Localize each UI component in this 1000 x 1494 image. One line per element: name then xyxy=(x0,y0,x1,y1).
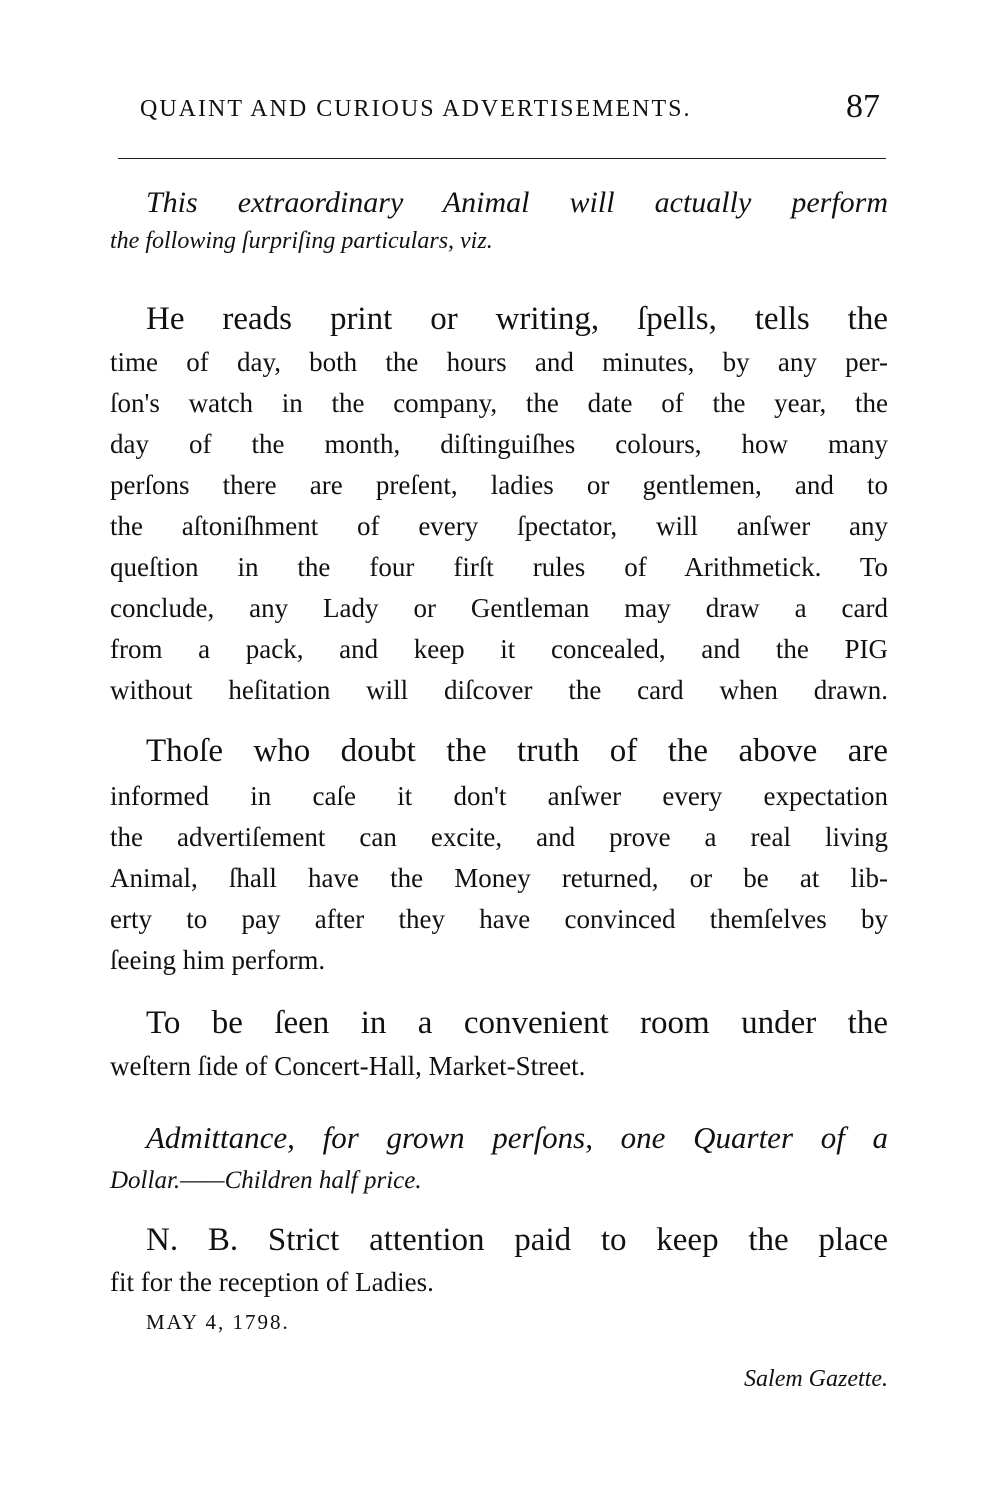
text-line: perſons there are preſent, ladies or gentlemen, and to xyxy=(110,470,888,500)
intro-italic xyxy=(110,182,888,259)
running-title: QUAINT AND CURIOUS ADVERTISEMENTS. xyxy=(140,96,692,122)
text-line: He reads print or writing, ſpells, tells the xyxy=(146,301,888,337)
text-line: erty to pay after they have convinced themſelves by xyxy=(110,904,888,934)
text-line: the advertiſement can excite, and prove a real living xyxy=(110,822,888,852)
text-line: day of the month, diſtinguiſhes colours, how many xyxy=(110,429,888,459)
paragraph-3 xyxy=(110,1000,888,1087)
text-line: Admittance, for grown perſons, one Quarter of a xyxy=(146,1120,888,1155)
text-line: informed in caſe it don't anſwer every expectation xyxy=(110,781,888,811)
page-number: 87 xyxy=(846,88,880,125)
paragraph-1 xyxy=(110,296,888,711)
text-line: weſtern ſide of Concert-Hall, Market-Street. xyxy=(110,1051,586,1081)
admittance xyxy=(110,1116,888,1201)
source xyxy=(0,1366,888,1393)
text-line: fit for the reception of Ladies. xyxy=(110,1267,434,1297)
date-text: MAY 4, 1798. xyxy=(146,1310,290,1334)
text-line: N. B. Strict attention paid to keep the place xyxy=(146,1222,888,1258)
text-line: Thoſe who doubt the truth of the above are xyxy=(146,733,888,769)
text-line: ſon's watch in the company, the date of the year, the xyxy=(110,388,888,418)
nota-bene xyxy=(110,1218,888,1303)
text-line: conclude, any Lady or Gentleman may draw a card xyxy=(110,593,888,623)
text-line: from a pack, and keep it concealed, and the PIG xyxy=(110,634,888,664)
text-line: without heſitation will diſcover the card when drawn. xyxy=(110,675,888,705)
source-text: Salem Gazette. xyxy=(744,1366,888,1392)
paragraph-2 xyxy=(110,726,888,981)
header-rule xyxy=(118,158,886,159)
text-line: ſeeing him perform. xyxy=(110,945,326,975)
date xyxy=(146,1310,924,1335)
text-line: Dollar.——Children half price. xyxy=(110,1167,422,1194)
text-line: Animal, ſhall have the Money returned, or be at lib- xyxy=(110,863,888,893)
text-line: This extraordinary Animal will actually perform xyxy=(146,186,888,219)
text-line: time of day, both the hours and minutes, by any per- xyxy=(110,347,888,377)
text-line: the following ſurpriſing particulars, viz. xyxy=(110,228,493,254)
text-line: the aſtoniſhment of every ſpectator, will anſwer any xyxy=(110,511,888,541)
text-line: To be ſeen in a convenient room under the xyxy=(146,1005,888,1041)
text-line: queſtion in the four firſt rules of Arithmetick. To xyxy=(110,552,888,582)
